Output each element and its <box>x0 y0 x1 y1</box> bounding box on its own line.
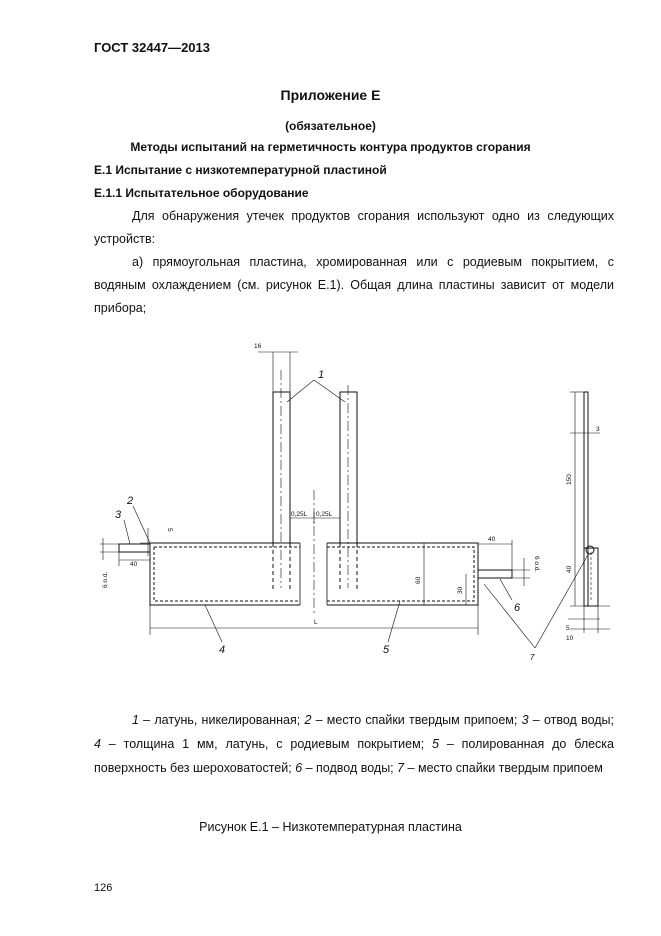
dim-30: 30 <box>457 586 464 594</box>
tube-left <box>273 392 290 543</box>
callout-3: 3 <box>115 509 122 521</box>
figure-caption: Рисунок Е.1 – Низкотемпературная пластина <box>199 820 462 834</box>
tube-right <box>340 392 357 543</box>
dim-025l-right: 0,25L <box>316 511 333 518</box>
plate-right-inner <box>327 547 474 601</box>
plate-right-outline <box>327 543 478 605</box>
legend-text-3: – отвод воды; <box>528 713 614 727</box>
callout-1: 1 <box>318 369 325 381</box>
leader-4 <box>205 605 222 642</box>
dim-6od-left: 6 o.d. <box>102 571 109 588</box>
leader-5 <box>388 601 400 642</box>
page-number: 126 <box>94 882 113 894</box>
plate-left-outline <box>150 543 300 605</box>
legend-num-2: 2 <box>304 713 312 727</box>
dim-10: 10 <box>566 635 574 642</box>
side-view-solder-point <box>586 546 594 554</box>
section-heading-e1: Е.1 Испытание с низкотемпературной пластиной <box>94 163 387 177</box>
document-header: ГОСТ 32447—2013 <box>94 40 210 55</box>
legend-num-5: 5 <box>432 737 439 751</box>
callout-5: 5 <box>383 644 390 656</box>
dim-5-left: 5 <box>166 528 173 532</box>
appendix-title: Приложение Е <box>280 87 381 103</box>
dim-40-left: 40 <box>130 561 138 568</box>
leader-3 <box>124 520 130 544</box>
appendix-status: (обязательное) <box>285 119 376 133</box>
paragraph-plate: а) прямоугольная пластина, хромированная или с родиевым покрытием, с водяным охлаждением (см. рисунок Е.1). Общая длина пластины зависит от модели прибора; <box>94 255 614 315</box>
legend-num-6: 6 <box>295 761 303 775</box>
plate-break-lines <box>300 543 327 605</box>
callout-2: 2 <box>127 495 134 507</box>
figure-legend <box>94 708 614 780</box>
dim-5-side: 5 <box>566 625 570 632</box>
leader-7a <box>484 584 535 648</box>
leader-7b <box>535 553 589 648</box>
legend-num-3: 3 <box>521 713 529 727</box>
paragraph-devices: Для обнаружения утечек продуктов сгорания используют одно из следующих устройств: <box>94 209 614 246</box>
legend-text-2: – место спайки твердым припоем; <box>311 713 522 727</box>
leader-6 <box>500 579 512 600</box>
legend-text-5: – полированная до блеска поверхность без шероховатостей; <box>94 737 615 775</box>
callout-7: 7 <box>530 653 535 660</box>
legend-num-4: 4 <box>94 737 101 751</box>
dim-025l-left: 0,25L <box>291 511 308 518</box>
figure-low-temperature-plate <box>0 330 661 660</box>
dim-6od-right: 6 o.d. <box>533 556 540 573</box>
legend-text-7: – место спайки твердым припоем <box>404 761 603 775</box>
dim-150: 150 <box>566 474 573 485</box>
dim-l: L <box>314 619 318 626</box>
drain-pipe <box>119 544 150 552</box>
plate-left-inner <box>154 547 300 601</box>
legend-num-7: 7 <box>397 761 405 775</box>
leader-2 <box>133 506 150 543</box>
leader-1b <box>314 380 345 402</box>
legend-text-6: – подвод воды; <box>302 761 398 775</box>
side-view-plate <box>584 392 588 606</box>
dim-60: 60 <box>415 576 422 584</box>
callout-6: 6 <box>514 602 521 614</box>
legend-text-4: – толщина 1 мм, латунь, с родиевым покрытием; <box>100 737 433 751</box>
inlet-pipe <box>478 570 512 578</box>
dim-40-right: 40 <box>488 536 496 543</box>
dim-3: 3 <box>596 426 600 433</box>
leader-1a <box>287 380 314 402</box>
callout-4: 4 <box>219 644 226 656</box>
dim-40-side: 40 <box>566 565 573 573</box>
legend-text-1: – латунь, никелированная; <box>138 713 305 727</box>
dim-16: 16 <box>254 343 262 350</box>
appendix-methods-heading: Методы испытаний на герметичность контура продуктов сгорания <box>130 140 531 154</box>
legend-num-1: 1 <box>132 713 139 727</box>
section-heading-e11: Е.1.1 Испытательное оборудование <box>94 186 309 200</box>
